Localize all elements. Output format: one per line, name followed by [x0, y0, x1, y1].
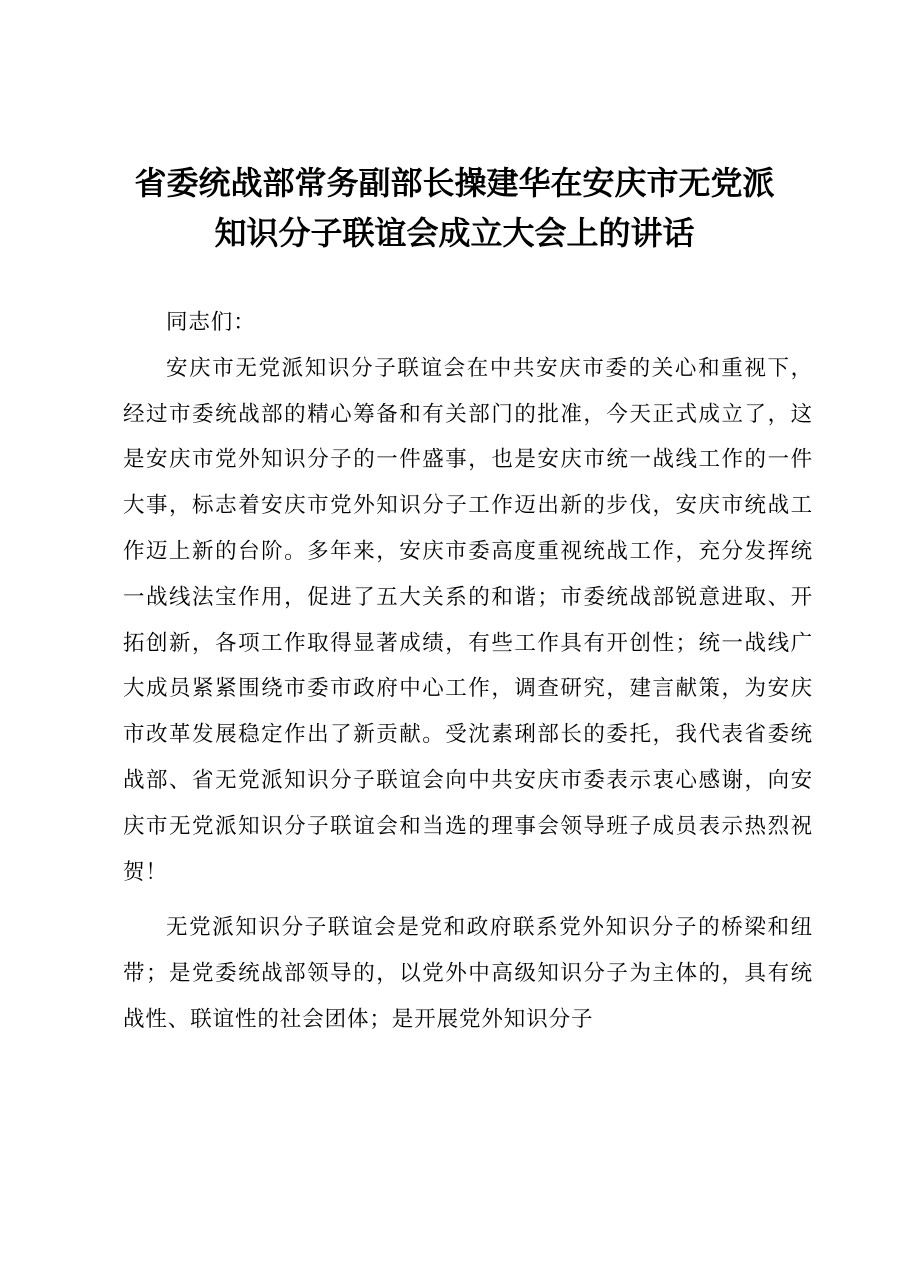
document-title: [100, 158, 809, 258]
title-line-2: 知识分子联谊会成立大会上的讲话: [214, 214, 695, 252]
salutation: 同志们：: [166, 310, 256, 335]
document-body: [123, 300, 813, 1043]
title-line-1: 省委统战部常务副部长操建华在安庆市无党派: [134, 164, 775, 202]
paragraph-2: 无党派知识分子联谊会是党和政府联系党外知识分子的桥梁和纽带；是党委统战部领导的，以党外中高级知识分子为主体的，具有统战性、联谊性的社会团体；是开展党外知识分子: [123, 915, 813, 1032]
paragraph-1: 安庆市无党派知识分子联谊会在中共安庆市委的关心和重视下，经过市委统战部的精心筹备和有关部门的批准，今天正式成立了，这是安庆市党外知识分子的一件盛事，也是安庆市统一战线工作的一件大事，标志着安庆市党外知识分子工作迈出新的步伐，安庆市统战工作迈上新的台阶。多年来，安庆市委高度重视统战工作，充分发挥统一战线法宝作用，促进了五大关系的和谐；市委统战部锐意进取、开拓创新，各项工作取得显著成绩，有些工作具有开创性；统一战线广大成员紧紧围绕市委市政府中心工作，调查研究，建言献策，为安庆市改革发展稳定作出了新贡献。受沈素琍部长的委托，我代表省委统战部、省无党派知识分子联谊会向中共安庆市委表示衷心感谢，向安庆市无党派知识分子联谊会和当选的理事会领导班子成员表示热烈祝贺！: [123, 355, 813, 885]
